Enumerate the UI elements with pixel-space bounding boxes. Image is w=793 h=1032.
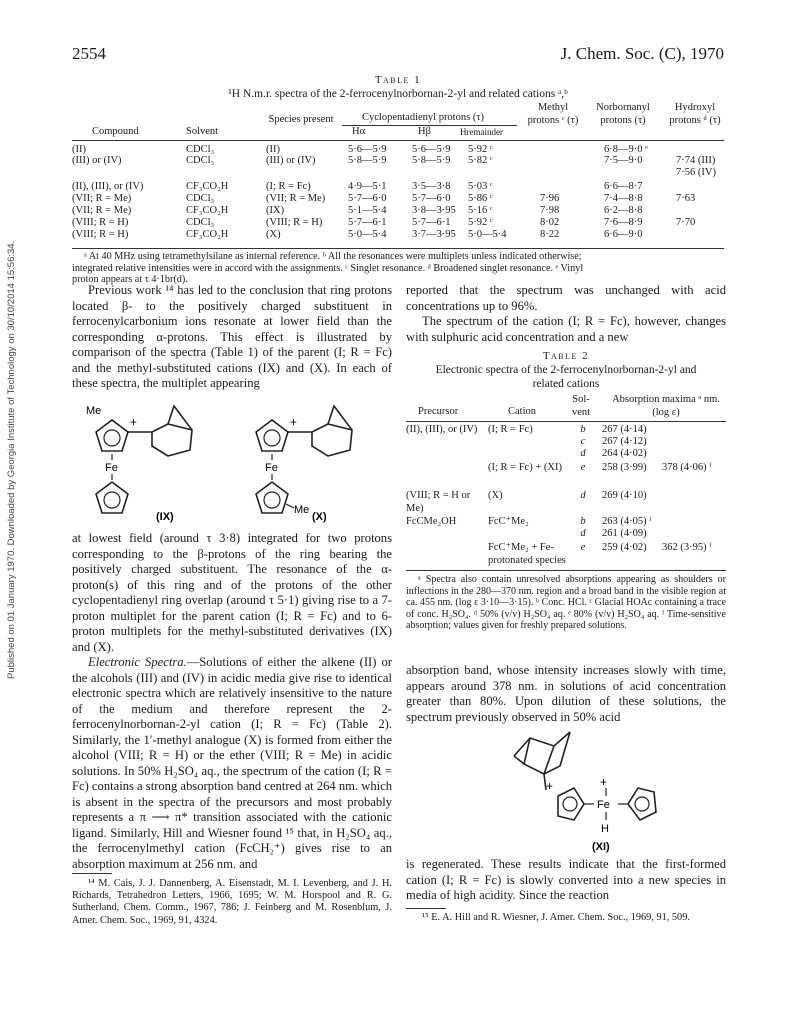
table1-cell: 8·22: [540, 229, 560, 240]
table2-cell-cation: (I; R = Fc): [488, 424, 533, 435]
table1-footnote-2: integrated relative intensities were in accord with the assignments. ᶜ Singlet resonance. ᵈ Broadened singlet resonance. ᵉ Vinyl: [72, 262, 584, 274]
table1-caption: ¹H N.m.r. spectra of the 2-ferrocenylnorbornan-2-yl and related cations ᵃ,ᵇ: [228, 88, 568, 100]
table2-cell-cation: FcC⁺Me₂: [488, 516, 529, 527]
table2-cell-abs1: 264 (4·02): [602, 448, 647, 459]
x-fe-label: Fe: [265, 462, 278, 474]
table1-group-header: Cyclopentadienyl protons (τ): [362, 112, 485, 123]
table1-cell: 5·7—6·0: [348, 193, 387, 204]
table1-cell: CDCl₃: [186, 217, 215, 228]
table1-cell: (VII; R = Me): [72, 193, 132, 204]
structure-xi: [500, 716, 680, 856]
t2-h-solvent: Sol-vent: [571, 394, 591, 418]
table1-cell: CDCl₃: [186, 193, 215, 204]
x-me-label: Me: [294, 504, 310, 516]
xi-h-label: H: [601, 823, 609, 835]
table2-cell-solvent: d: [580, 528, 586, 539]
table1-cell: 7·4—8·8: [604, 193, 643, 204]
table1-cell: (II), (III), or (IV): [72, 181, 144, 192]
table1-cell: (I; R = Fc): [266, 181, 311, 192]
structures-ix-x: [72, 396, 392, 530]
table1-footnote-1: ᵃ At 40 MHz using tetramethylsilane as internal reference. ᵇ All the resonances were multiplets unless indicated otherwise;: [84, 251, 582, 262]
t1-h-hb: Hβ: [418, 126, 431, 137]
t1-h-compound: Compound: [92, 126, 139, 137]
table1-cell: 5·8—5·9: [348, 155, 387, 166]
table2-cell-solvent: b: [580, 516, 586, 527]
table1-cell: 6·6—8·7: [604, 181, 643, 192]
table2-cell-cation: (X): [488, 490, 503, 501]
table1-cell: 5·0—5·4: [468, 229, 507, 240]
table2-caption-1: Electronic spectra of the 2-ferrocenylnorbornan-2-yl and: [435, 364, 697, 376]
label-xi: (XI): [592, 841, 610, 853]
table1-cell: 7·70: [676, 217, 696, 228]
table1-cell: CDCl₃: [186, 144, 215, 155]
table1-cell: 7·5—9·0: [604, 155, 643, 166]
t1-h-species: Species present: [268, 114, 334, 125]
ix-fe-label: Fe: [105, 462, 118, 474]
table2-label: Table 2: [542, 350, 590, 362]
t1-h-hydroxyl: Hydroxyl protons ᵈ (τ): [669, 102, 721, 126]
table1-cell: CF₃CO₂H: [186, 229, 229, 240]
table2-cell-abs2: 378 (4·06) ᶠ: [662, 462, 712, 473]
xi-fe-label: Fe: [597, 799, 610, 811]
table2-cell-solvent: e: [580, 542, 586, 553]
table2-cell-abs1: 263 (4·05) ᶠ: [602, 516, 652, 527]
xi-plus-fe: +: [600, 775, 608, 789]
t2-h-cation: Cation: [508, 406, 536, 417]
page-number: 2554: [72, 44, 106, 63]
table2-cell-abs1: 258 (3·99): [602, 462, 647, 473]
table2-cell-solvent: d: [580, 448, 586, 459]
table2-cell-abs1: 267 (4·14): [602, 424, 647, 435]
section-heading: Electronic Spectra.: [88, 655, 187, 669]
table1-cell: 7·98: [540, 205, 560, 216]
table1-cell: 5·03 ᶜ: [468, 181, 493, 192]
label-ix: (IX): [156, 511, 174, 523]
table1-cell: 5·1—5·4: [348, 205, 387, 216]
table2-caption-2: related cations: [532, 378, 600, 390]
table1-cell: 5·16 ᶜ: [468, 205, 493, 216]
table1-cell: (X): [266, 229, 281, 240]
table1-cell: 6·8—9·0 ᵉ: [604, 144, 648, 155]
table2-cell-abs1: 259 (4·02): [602, 542, 647, 553]
right-para-3: absorption band, whose intensity increases slowly with time, appears around 378 nm. in solutions of acid concentration greater than 80%. Upon dilution of these solutions, the spectrum previously observed in 50% acid: [406, 663, 726, 724]
t1-h-hrem: Hremainder: [460, 127, 503, 137]
table2-cell-abs2: 362 (3·95) ᶠ: [662, 542, 712, 553]
table1-cell: 5·0—5·4: [348, 229, 387, 240]
table1-cell: 7·74 (III): [676, 155, 716, 166]
left-para-2: at lowest field (around τ 3·8) integrated for two protons corresponding to the β-protons of the ring bearing the positively charged substituent. The resonance of the α-proton(s) of this ring and of the protons of the other cyclopentadienyl ring overlap (around τ 5·1) giving rise to a 7-proton multiplet for the parent cation (I; R = Fc) and to 6-proton multiplets for the methyl-substituted derivatives (IX) and (X). Electronic Spectra.—Solutions of either the alkene (II) or the alcohols (III) and (IV) in acidic media give rise to identical electronic spectra which are relatively insensitive to the nature of the medium and therefore represent the 2-ferrocenylnorbornan-2-yl cation (I; R = Fc) (Table 2). Similarly, the 1′-methyl analogue (X) is formed from either the alcohol (VIII; R = H) or the ether (VIII; R = Me) in acidic solutions. In 50% H₂SO₄ aq., the spectrum of the cation (I; R = Fc) contains a strong absorption band centred at 264 nm. which is absent in the spectra of the precursors and most probably represents a π ⟶ π* transition associated with the cationic ligand. Similarly, Hill and Wiesner found ¹⁵ that, in H₂SO₄ aq., the ferrocenylmethyl cation (FcCH₂⁺) gives rise to an absorption maximum at 256 nm. and: [72, 531, 393, 871]
table1-footnotes: [72, 251, 724, 286]
left-para-1: Previous work ¹⁴ has led to the conclusion that ring protons located β- to the positively charged substituent in ferrocenylcarbonium ions resonate at lower field than the corresponding α-protons. This effect is illustrated by comparison of the spectra (Table 1) of the parent (I; R = Fc) and the methyl-substituted cations (IX) and (X). In each of these spectra, the multiplet appearing: [72, 283, 392, 390]
table1-cell: (II): [266, 144, 280, 155]
table2-cell-cation: FcC⁺Me₂ + Fe-protonated species: [488, 542, 566, 566]
table1-label: Table 1: [374, 74, 422, 86]
table1-cell: 5·8—5·9: [412, 155, 451, 166]
t1-h-methyl: Methyl protons ᶜ (τ): [527, 102, 579, 126]
table1-cell: CF₃CO₂H: [186, 205, 229, 216]
table1-cell: (VII; R = Me): [266, 193, 326, 204]
t2-h-precursor: Precursor: [418, 406, 459, 417]
table1-cell: 5·7—6·1: [348, 217, 387, 228]
table1-cell: CF₃CO₂H: [186, 181, 229, 192]
t1-h-norb: Norbornanyl protons (τ): [596, 102, 650, 126]
footnote-ref15: ¹⁵ E. A. Hill and R. Wiesner, J. Amer. Chem. Soc., 1969, 91, 509.: [422, 912, 690, 923]
table1-cell: 3·8—3·95: [412, 205, 456, 216]
table2-cell-solvent: c: [580, 436, 586, 447]
label-x: (X): [312, 511, 327, 523]
t1-h-ha: Hα: [352, 126, 366, 137]
ix-plus: +: [130, 415, 138, 429]
table1-cell: 5·7—6·1: [412, 217, 451, 228]
table2-cell-solvent: e: [580, 462, 586, 473]
table1-cell: (II): [72, 144, 86, 155]
journal-header: J. Chem. Soc. (C), 1970: [560, 44, 724, 63]
t2-h-absorption: Absorption maxima ᵃ nm. (log ε): [612, 394, 720, 418]
table2-cell-solvent: d: [580, 490, 586, 501]
table2-cell-abs1: 269 (4·10): [602, 490, 647, 501]
table1-cell: (VIII; R = H): [72, 217, 129, 228]
table1-cell: (III) or (IV): [72, 155, 122, 166]
right-para-1: reported that the spectrum was unchanged with acid concentrations up to 96%. The spectrum of the cation (I; R = Fc), however, changes with sulphuric acid concentration and a new: [406, 283, 726, 344]
table1-cell: CDCl₃: [186, 155, 215, 166]
table1-cell: (VII; R = Me): [72, 205, 132, 216]
table2-cell-abs1: 267 (4·12): [602, 436, 647, 447]
table1-cell: 7·96: [540, 193, 560, 204]
table2-footnote: ᵃ Spectra also contain unresolved absorptions appearing as shoulders or inflections in the 280—370 nm. region and a broad band in the visible region at ca. 455 nm. (log ε 3·10—3·15). ᵇ Conc. HCl. ᶜ Glacial HOAc containing a trace of conc. H₂SO₄. ᵈ 50% (v/v) H₂SO₄ aq. ᵉ 80% (v/v) H₂SO₄ aq. ᶠ Time-sensitive absorption; values given for freshly prepared solutions.: [406, 574, 726, 631]
table2-cell-cation: (I; R = Fc) + (XI): [488, 462, 562, 473]
table1-cell: 5·92 ᶜ: [468, 217, 493, 228]
table2-cell-precursor: FcCMe₂OH: [406, 516, 457, 527]
x-plus: +: [290, 415, 298, 429]
table1-cell: 6·6—9·0: [604, 229, 643, 240]
ix-me-label: Me: [86, 405, 102, 417]
xi-plus-norbornyl: +: [546, 779, 554, 793]
table2-cell-precursor: (VIII; R = H or Me): [406, 490, 471, 514]
table1-cell: (IX): [266, 205, 285, 216]
table1-cell: 5·92 ᶜ: [468, 144, 493, 155]
table2: [406, 394, 726, 572]
table1-cell: 5·6—5·9: [348, 144, 387, 155]
table1-cell: (III) or (IV): [266, 155, 316, 166]
table1-cell: 5·6—5·9: [412, 144, 451, 155]
table2-cell-precursor: (II), (III), or (IV): [406, 424, 478, 435]
table1-footnote-3: proton appears at τ 4·1br(d).: [72, 274, 188, 285]
t1-h-solvent: Solvent: [186, 126, 219, 137]
table1-cell: 7·56 (IV): [676, 167, 716, 178]
table1-cell: 5·86 ᶜ: [468, 193, 493, 204]
table1-cell: 5·82 ᶜ: [468, 155, 493, 166]
table1-cell: 8·02: [540, 217, 560, 228]
table1-cell: 6·2—8·8: [604, 205, 643, 216]
table1-cell: (VIII; R = H): [72, 229, 129, 240]
table1-cell: 3·5—3·8: [412, 181, 451, 192]
table1-cell: (VIII; R = H): [266, 217, 323, 228]
table1-cell: 5·7—6·0: [412, 193, 451, 204]
download-watermark: Published on 01 January 1970. Downloaded by Georgia Institute of Technology on 30/10/2014 15:56:34.: [6, 240, 17, 680]
table2-cell-abs1: 261 (4·09): [602, 528, 647, 539]
table1-cell: 3·7—3·95: [412, 229, 456, 240]
table1: [72, 104, 732, 264]
table2-cell-solvent: b: [580, 424, 586, 435]
right-para-4: is regenerated. These results indicate that the first-formed cation (I; R = Fc) is slowly converted into a new species in media of high acidity. Since the reaction: [406, 857, 726, 902]
table1-cell: 7·63: [676, 193, 696, 204]
footnote-ref14: ¹⁴ M. Cais, J. J. Dannenberg, A. Eisenstadt, M. I. Levenberg, and J. H. Richards, Tetrahedron Letters, 1966, 1695; W. M. Horspool and R. G. Sutherland, Chem. Comm., 1967, 786; J. Feinberg and M. Rosenblum, J. Amer. Chem. Soc., 1969, 91, 4324.: [72, 878, 392, 926]
table1-cell: 4·9—5·1: [348, 181, 387, 192]
table1-cell: 7·6—8·9: [604, 217, 643, 228]
